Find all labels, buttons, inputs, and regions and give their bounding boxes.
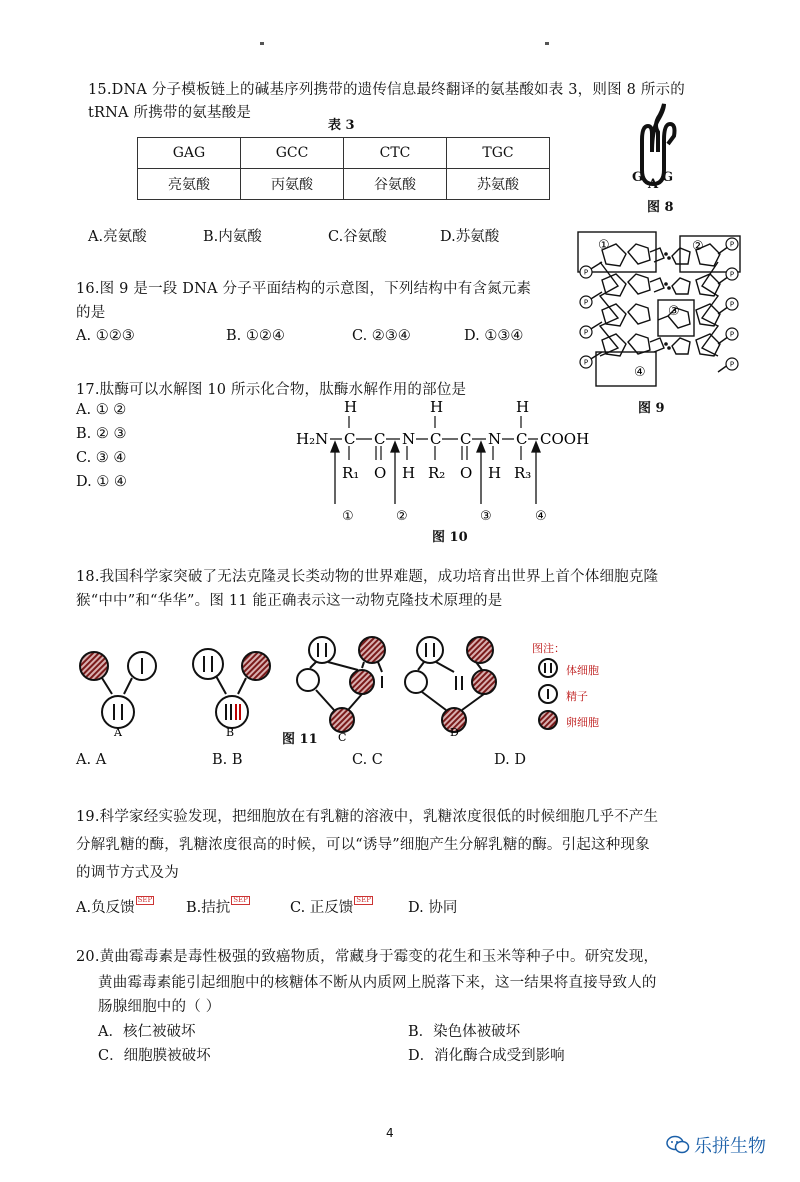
atom-h: H	[516, 398, 530, 416]
q15-option-d[interactable]: D.苏氨酸	[440, 229, 500, 245]
fig9-label: 图 9	[638, 401, 665, 416]
q15-option-a[interactable]: A.亮氨酸	[88, 229, 147, 245]
q17-option-b[interactable]: B. ② ③	[76, 426, 127, 442]
table3	[137, 137, 550, 200]
sep-tag: SEP	[137, 896, 153, 904]
p-label: P	[729, 330, 735, 339]
q19-option-a[interactable]	[76, 896, 154, 917]
peptide-figure	[290, 396, 610, 526]
p-label: P	[729, 270, 735, 279]
arrow-label-3: ③	[480, 509, 492, 524]
table3-cell: GCC	[241, 138, 344, 169]
atom-o: O	[460, 464, 473, 482]
legend-egg: 卵细胞	[566, 716, 599, 729]
legend-somatic: 体细胞	[566, 664, 599, 677]
table3-cell: 丙氨酸	[241, 169, 344, 200]
q19-line3: 的调节方式及为	[76, 865, 179, 881]
mark-4: ④	[634, 365, 646, 380]
table3-cell: TGC	[447, 138, 550, 169]
q19-option-d[interactable]: D. 协同	[408, 900, 458, 916]
watermark-text: 乐拼生物	[694, 1136, 766, 1157]
atom-r3: R₃	[514, 464, 532, 482]
atom-c: C	[430, 430, 442, 448]
table3-row-aminos	[138, 169, 550, 200]
atom-h: H	[344, 398, 358, 416]
table3-cell: GAG	[138, 138, 241, 169]
q18-line2: 猴“中中”和“华华”。图 11 能正确表示这一动物克隆技术原理的是	[76, 593, 503, 609]
q20-line3: 肠腺细胞中的（ ）	[98, 999, 221, 1015]
q19-option-c[interactable]	[290, 896, 373, 917]
panel-label-b: B	[226, 726, 235, 739]
q17-option-a[interactable]: A. ① ②	[76, 402, 127, 418]
mark-1: ①	[598, 238, 610, 253]
q20-option-c[interactable]: C．细胞膜被破坏	[98, 1048, 211, 1064]
anticodon-a: A	[648, 177, 659, 192]
atom-c: C	[460, 430, 472, 448]
atom-h: H	[430, 398, 444, 416]
table3-cell: CTC	[344, 138, 447, 169]
q16-option-b[interactable]: B. ①②④	[226, 328, 285, 344]
anticodon-g2: G	[662, 170, 674, 185]
q15-option-b[interactable]: B.内氨酸	[203, 229, 262, 245]
clone-legend	[532, 640, 652, 740]
q19-option-b-text: B.拮抗	[186, 900, 231, 916]
q18-option-a[interactable]: A. A	[76, 752, 107, 768]
atom-r2: R₂	[428, 464, 446, 482]
legend-title: 图注：	[532, 642, 565, 655]
table3-title: 表 3	[328, 118, 355, 133]
atom-o: O	[374, 464, 387, 482]
p-label: P	[729, 300, 735, 309]
scan-mark	[545, 42, 549, 45]
atom-c: C	[374, 430, 386, 448]
atom-r1: R₁	[342, 464, 360, 482]
atom-h: H	[488, 464, 502, 482]
q17-option-d[interactable]: D. ① ④	[76, 474, 127, 490]
q16-line2: 的是	[76, 305, 106, 321]
table3-cell: 亮氨酸	[138, 169, 241, 200]
q19-option-b[interactable]	[186, 896, 250, 917]
q20-line2: 黄曲霉毒素能引起细胞中的核糖体不断从内质网上脱落下来，这一结果将直接导致人的	[98, 975, 657, 991]
table3-cell: 谷氨酸	[344, 169, 447, 200]
panel-label-c: C	[338, 731, 347, 742]
atom-h: H	[402, 464, 416, 482]
q16-option-d[interactable]: D. ①③④	[464, 328, 524, 344]
atom-n: N	[488, 430, 502, 448]
dna-structure-figure	[572, 222, 747, 397]
q19-line1: 19.科学家经实验发现，把细胞放在有乳糖的溶液中，乳糖浓度很低的时候细胞几乎不产生	[76, 809, 659, 825]
q19-option-a-text: A.负反馈	[76, 900, 135, 916]
arrow-label-1: ①	[342, 509, 354, 524]
table3-cell: 苏氨酸	[447, 169, 550, 200]
atom-c: C	[344, 430, 356, 448]
legend-icons	[536, 658, 560, 738]
q20-option-b[interactable]: B．染色体被破坏	[408, 1024, 521, 1040]
clone-diagram-figure	[76, 632, 526, 742]
arrow-label-4: ④	[535, 509, 547, 524]
atom-c: C	[516, 430, 528, 448]
panel-label-a: A	[114, 726, 122, 739]
p-label: P	[729, 360, 735, 369]
panel-label-d: D	[450, 726, 459, 739]
atom-cooh: COOH	[540, 430, 590, 448]
q16-option-a[interactable]: A. ①②③	[76, 328, 135, 344]
legend-sperm: 精子	[566, 690, 588, 703]
fig11-label: 图 11	[282, 732, 318, 747]
atom-h2n: H₂N	[296, 430, 329, 448]
trna-figure	[618, 100, 698, 210]
q18-option-d[interactable]: D. D	[494, 752, 526, 768]
table3-row-codons	[138, 138, 550, 169]
q18-line1: 18.我国科学家突破了无法克隆灵长类动物的世界难题，成功培育出世界上首个体细胞克隆	[76, 569, 659, 585]
mark-3: ③	[668, 304, 680, 319]
fig10-label: 图 10	[432, 530, 468, 545]
atom-n: N	[402, 430, 416, 448]
q18-option-c[interactable]: C. C	[352, 752, 383, 768]
arrow-label-2: ②	[396, 509, 408, 524]
q15-line2: tRNA 所携带的氨基酸是	[88, 105, 252, 121]
p-label: P	[583, 298, 589, 307]
anticodon-g1: G	[632, 170, 644, 185]
q17-option-c[interactable]: C. ③ ④	[76, 450, 127, 466]
sep-tag: SEP	[356, 896, 371, 904]
wechat-icon	[666, 1135, 690, 1155]
q16-line1: 16.图 9 是一段 DNA 分子平面结构的示意图，下列结构中有含氮元素	[76, 281, 532, 297]
p-label: P	[583, 358, 589, 367]
p-label: P	[583, 328, 589, 337]
fig8-label: 图 8	[647, 200, 674, 215]
q15-line1: 15.DNA 分子模板链上的碱基序列携带的遗传信息最终翻译的氨基酸如表 3，则图 8 所示的	[88, 82, 685, 98]
mark-2: ②	[692, 239, 704, 254]
p-label: P	[583, 268, 589, 277]
sep-tag: SEP	[233, 896, 248, 904]
q16-option-c[interactable]: C. ②③④	[352, 328, 411, 344]
q20-option-d[interactable]: D．消化酶合成受到影响	[408, 1048, 565, 1064]
q15-option-c[interactable]: C.谷氨酸	[328, 229, 387, 245]
scan-mark	[260, 42, 264, 45]
q18-option-b[interactable]: B. B	[212, 752, 243, 768]
q17-line1: 17.肽酶可以水解图 10 所示化合物，肽酶水解作用的部位是	[76, 382, 467, 398]
watermark	[666, 1132, 766, 1158]
q19-option-c-text: C. 正反馈	[290, 900, 354, 916]
p-label: P	[729, 240, 735, 249]
q19-line2: 分解乳糖的酶，乳糖浓度很高的时候，可以“诱导”细胞产生分解乳糖的酶。引起这种现象	[76, 837, 650, 853]
page-number: 4	[386, 1126, 394, 1140]
q20-option-a[interactable]: A．核仁被破坏	[98, 1024, 196, 1040]
q20-line1: 20.黄曲霉毒素是毒性极强的致癌物质，常藏身于霉变的花生和玉米等种子中。研究发现，	[76, 949, 659, 965]
